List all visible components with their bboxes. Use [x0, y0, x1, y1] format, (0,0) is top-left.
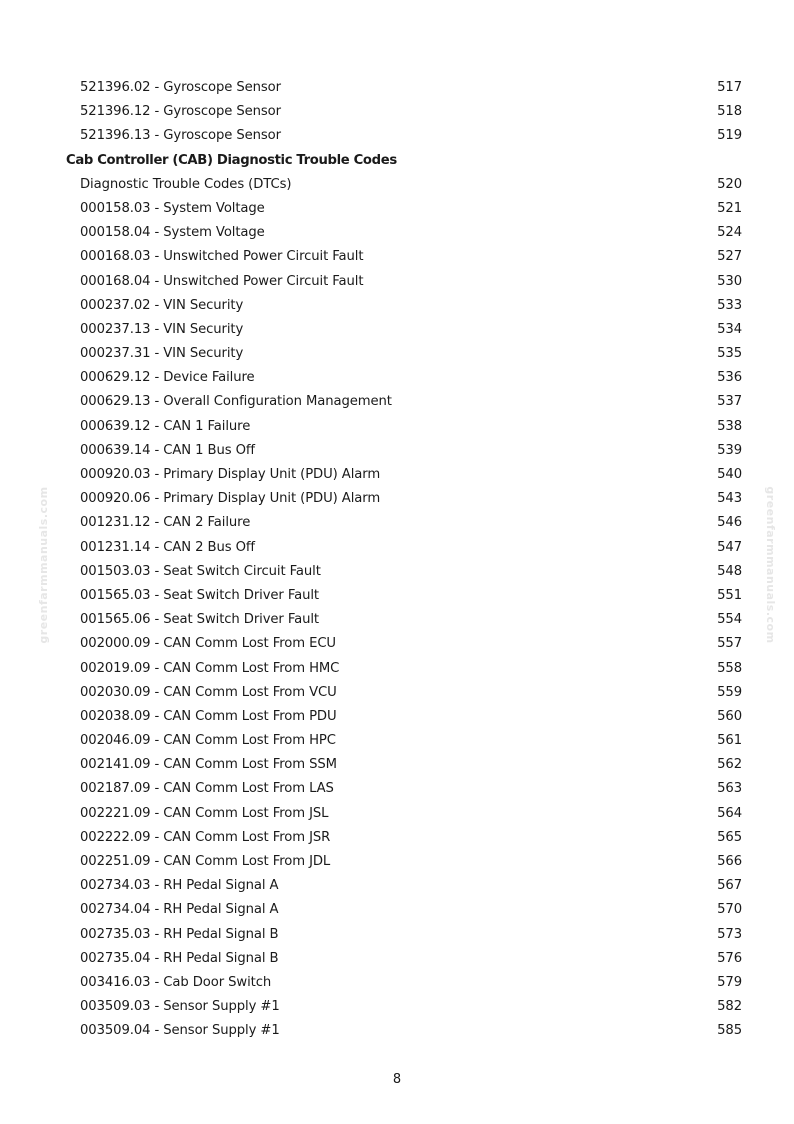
- toc-entry-title: 000237.31 - VIN Security: [80, 346, 244, 362]
- toc-entry[interactable]: [66, 76, 742, 100]
- toc-entry-title: 521396.12 - Gyroscope Sensor: [80, 104, 281, 120]
- toc-entry-page: 520: [717, 176, 742, 192]
- toc-entry-title: 000639.12 - CAN 1 Failure: [80, 418, 251, 434]
- toc-entry-title: 002735.03 - RH Pedal Signal B: [80, 926, 279, 942]
- toc-entry[interactable]: [66, 390, 742, 414]
- toc-entry-page: 561: [717, 733, 742, 749]
- toc-entry-title: 000168.03 - Unswitched Power Circuit Fault: [80, 249, 364, 265]
- toc-entry-page: 558: [717, 660, 742, 676]
- toc-entry[interactable]: [66, 729, 742, 753]
- watermark-left: greenfarmmanuals.com: [37, 486, 51, 644]
- toc-entry-title: 002187.09 - CAN Comm Lost From LAS: [80, 781, 334, 797]
- toc-entry-page: 559: [717, 684, 742, 700]
- toc-entry-page: 554: [717, 612, 742, 628]
- toc-entry-title: 002046.09 - CAN Comm Lost From HPC: [80, 733, 336, 749]
- toc-entry[interactable]: [66, 632, 742, 656]
- toc-entry-page: 543: [717, 491, 742, 507]
- toc-entry[interactable]: [66, 584, 742, 608]
- toc-entry-page: 570: [717, 902, 742, 918]
- toc-entry-page: 518: [717, 104, 742, 120]
- toc-entry-title: 000158.03 - System Voltage: [80, 200, 265, 216]
- toc-entry-title: 001231.12 - CAN 2 Failure: [80, 515, 251, 531]
- toc-entry-title: 002735.04 - RH Pedal Signal B: [80, 950, 279, 966]
- toc-entry[interactable]: [66, 995, 742, 1019]
- toc-entry-title: 002221.09 - CAN Comm Lost From JSL: [80, 805, 329, 821]
- toc-entry[interactable]: [66, 608, 742, 632]
- toc-entry[interactable]: [66, 971, 742, 995]
- toc-entry-title: 000158.04 - System Voltage: [80, 225, 265, 241]
- watermark-right: greenfarmmanuals.com: [764, 486, 778, 644]
- toc-entry-title: 000920.03 - Primary Display Unit (PDU) Alarm: [80, 467, 381, 482]
- toc-entry[interactable]: [66, 536, 742, 560]
- toc-entry-page: 521: [717, 200, 742, 216]
- toc-entry-title: 000237.02 - VIN Security: [80, 297, 244, 313]
- toc-entry-page: 564: [717, 805, 742, 821]
- toc-entry-title: 002734.03 - RH Pedal Signal A: [80, 878, 279, 894]
- toc-entry-page: 533: [717, 297, 742, 313]
- toc-entry-title: 002019.09 - CAN Comm Lost From HMC: [80, 660, 340, 676]
- toc-entry-page: 530: [717, 273, 742, 289]
- toc-entry-page: 548: [717, 563, 742, 579]
- page-number: 8: [392, 1072, 402, 1087]
- toc-section-heading: [66, 149, 742, 173]
- toc-entry-page: 540: [717, 467, 742, 482]
- toc-entry-title: 521396.02 - Gyroscope Sensor: [80, 80, 281, 95]
- toc-entry[interactable]: [66, 850, 742, 874]
- toc-entry[interactable]: [66, 777, 742, 801]
- toc-entry[interactable]: [66, 439, 742, 463]
- toc-entry[interactable]: [66, 802, 742, 826]
- toc-entry[interactable]: [66, 366, 742, 390]
- toc-entry-page: 566: [717, 854, 742, 869]
- toc-entry-page: 573: [717, 926, 742, 942]
- toc-entry-title: 002000.09 - CAN Comm Lost From ECU: [80, 636, 336, 652]
- toc-entry[interactable]: [66, 318, 742, 342]
- toc-entry[interactable]: [66, 705, 742, 729]
- toc-entry[interactable]: [66, 463, 742, 487]
- toc-entry[interactable]: [66, 415, 742, 439]
- toc-entry[interactable]: [66, 487, 742, 511]
- toc-entry-title: 000237.13 - VIN Security: [80, 321, 244, 337]
- toc-entry[interactable]: [66, 923, 742, 947]
- toc-entry-title: 002030.09 - CAN Comm Lost From VCU: [80, 684, 337, 700]
- toc-entry-page: 538: [717, 418, 742, 434]
- toc-entry-title: Diagnostic Trouble Codes (DTCs): [80, 176, 292, 192]
- toc-entry-title: 001503.03 - Seat Switch Circuit Fault: [80, 563, 321, 579]
- toc-entry-page: 563: [717, 781, 742, 797]
- toc-entry-title: 000629.13 - Overall Configuration Management: [80, 394, 392, 410]
- toc-entry[interactable]: [66, 1019, 742, 1043]
- toc-entry[interactable]: [66, 342, 742, 366]
- toc-entry[interactable]: [66, 681, 742, 705]
- toc-entry-page: 576: [717, 950, 742, 966]
- toc-entry[interactable]: [66, 898, 742, 922]
- toc-entry-page: 551: [717, 587, 742, 603]
- toc-entry-title: 001565.06 - Seat Switch Driver Fault: [80, 612, 319, 628]
- toc-entry-title: 002038.09 - CAN Comm Lost From PDU: [80, 708, 337, 724]
- toc-entry[interactable]: [66, 560, 742, 584]
- toc-entry[interactable]: [66, 294, 742, 318]
- toc-entry-page: 539: [717, 442, 742, 458]
- toc-entry-page: 565: [717, 829, 742, 845]
- toc-entry-page: 527: [717, 249, 742, 265]
- toc-entry-title: 003416.03 - Cab Door Switch: [80, 974, 272, 990]
- toc-entry-title: 001231.14 - CAN 2 Bus Off: [80, 539, 255, 555]
- toc-entry-page: 534: [717, 321, 742, 337]
- toc-entry-page: 562: [717, 757, 742, 773]
- toc-entry-page: 579: [717, 974, 742, 990]
- toc-entry-page: 536: [717, 370, 742, 386]
- toc-entry[interactable]: [66, 947, 742, 971]
- toc-entry-title: 003509.03 - Sensor Supply #1: [80, 999, 280, 1015]
- toc-entry[interactable]: [66, 826, 742, 850]
- toc-entry-page: 524: [717, 225, 742, 241]
- toc-entry-page: 567: [717, 878, 742, 894]
- toc-entry-page: 517: [717, 80, 742, 95]
- toc-entry-title: 003509.04 - Sensor Supply #1: [80, 1023, 280, 1039]
- toc-entry[interactable]: [66, 245, 742, 269]
- toc-entry[interactable]: [66, 173, 742, 197]
- toc-entry-title: 002734.04 - RH Pedal Signal A: [80, 902, 279, 918]
- toc-section-title: Cab Controller (CAB) Diagnostic Trouble Codes: [66, 152, 397, 168]
- toc-entry-title: 002141.09 - CAN Comm Lost From SSM: [80, 757, 337, 773]
- toc-entry[interactable]: [66, 221, 742, 245]
- toc-entry-title: 000639.14 - CAN 1 Bus Off: [80, 442, 255, 458]
- toc-entry-page: 560: [717, 708, 742, 724]
- toc-entry[interactable]: [66, 124, 742, 148]
- toc-entry-title: 521396.13 - Gyroscope Sensor: [80, 128, 281, 144]
- toc-entry-page: 537: [717, 394, 742, 410]
- toc-entry[interactable]: [66, 100, 742, 124]
- toc-entry[interactable]: [66, 874, 742, 898]
- toc-entry[interactable]: [66, 270, 742, 294]
- toc-entry-page: 547: [717, 539, 742, 555]
- toc-entry-title: 002222.09 - CAN Comm Lost From JSR: [80, 829, 331, 845]
- toc-entry-page: 582: [717, 999, 742, 1015]
- toc-entry-page: 585: [717, 1023, 742, 1039]
- table-of-contents: [66, 76, 742, 1044]
- toc-entry[interactable]: [66, 197, 742, 221]
- toc-entry-page: 535: [717, 346, 742, 362]
- toc-entry-title: 001565.03 - Seat Switch Driver Fault: [80, 587, 319, 603]
- toc-entry-title: 000920.06 - Primary Display Unit (PDU) Alarm: [80, 491, 381, 507]
- toc-entry-title: 000168.04 - Unswitched Power Circuit Fault: [80, 273, 364, 289]
- toc-entry-page: 546: [717, 515, 742, 531]
- toc-entry-title: 000629.12 - Device Failure: [80, 370, 255, 386]
- toc-entry[interactable]: [66, 511, 742, 535]
- toc-entry[interactable]: [66, 657, 742, 681]
- toc-entry-title: 002251.09 - CAN Comm Lost From JDL: [80, 854, 331, 869]
- toc-entry[interactable]: [66, 753, 742, 777]
- toc-entry-page: 557: [717, 636, 742, 652]
- toc-entry-page: 519: [717, 128, 742, 144]
